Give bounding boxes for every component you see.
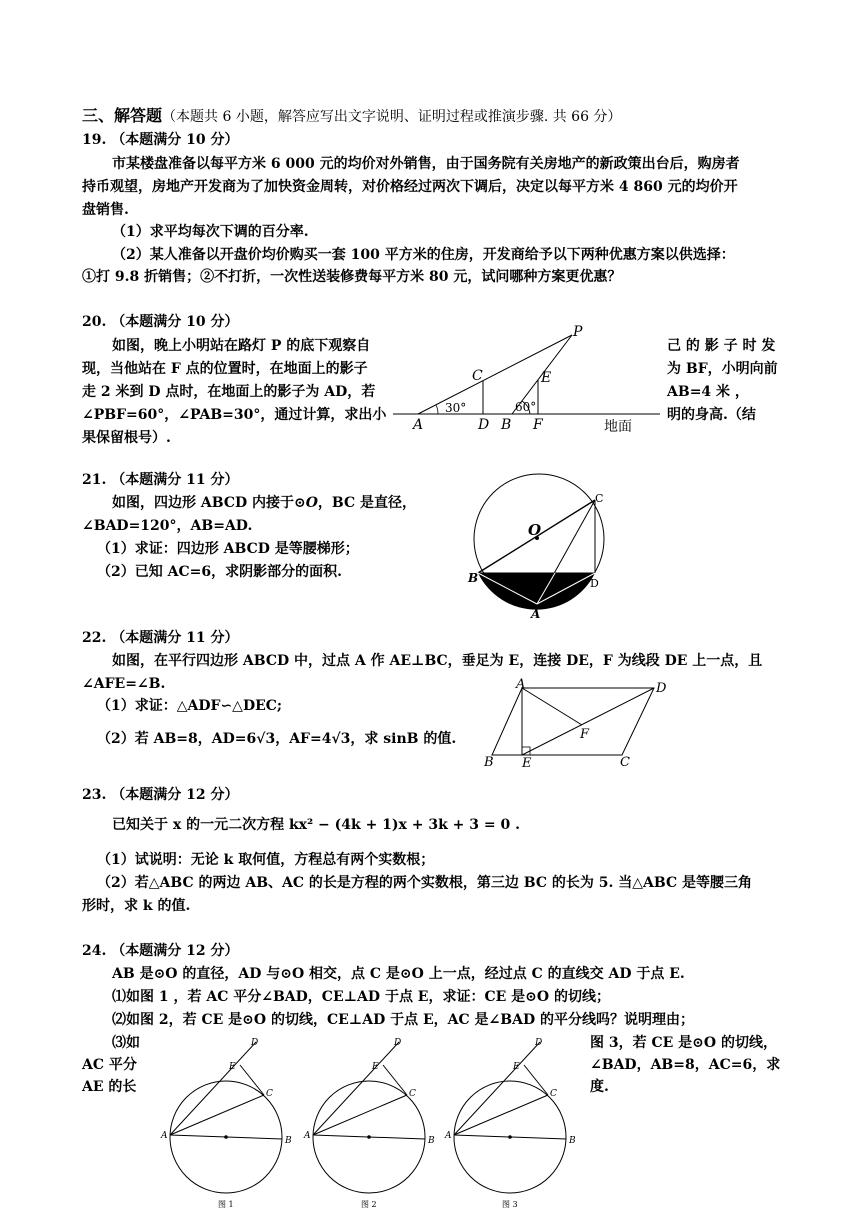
q19-text-line2: 持币观望，房地产开发商为了加快资金周转，对价格经过两次下调后，决定以每平方米 4 860 元的均价开 xyxy=(82,179,738,195)
line-AC xyxy=(313,1095,407,1135)
q20-left-line5: 果保留根号）. xyxy=(82,430,171,446)
q19-sub1: （1）求平均每次下调的百分率. xyxy=(112,224,309,240)
q20-right-line2: 为 BF，小明向前 xyxy=(667,361,778,377)
label-A: A xyxy=(445,1131,452,1141)
label-C: C xyxy=(620,755,630,770)
q21-text-line1a: 如图，四边形 ABCD 内接于⊙ xyxy=(112,495,306,511)
label-C: C xyxy=(409,1089,416,1099)
q21-heading: 21. （本题满分 11 分） xyxy=(82,472,239,488)
q19-sub2-line1: （2）某人准备以开盘价均价购买一套 100 平方米的住房，开发商给予以下两种优惠方案以供选择： xyxy=(112,247,735,263)
caption: 图 3 xyxy=(502,1200,518,1209)
q24-sub3-right1: 图 3，若 CE 是⊙O 的切线， xyxy=(590,1035,777,1051)
q23-sub2-line2: 形时，求 k 的值. xyxy=(82,898,191,914)
label-D: D xyxy=(656,681,667,696)
label-C: C xyxy=(595,492,604,505)
label-D: D xyxy=(478,417,490,433)
parallelogram-ABCD xyxy=(492,688,654,755)
caption: 图 1 xyxy=(218,1200,234,1209)
line-DE xyxy=(522,688,654,755)
label-D: D xyxy=(251,1038,259,1048)
q24-sub1: ⑴如图 1 ，若 AC 平分∠BAD，CE⊥AD 于点 E，求证：CE 是⊙O 的切线； xyxy=(112,989,610,1005)
label-O: O xyxy=(528,521,542,539)
label-A: A xyxy=(531,607,541,621)
q22-text-line1: 如图，在平行四边形 ABCD 中，过点 A 作 AE⊥BC，垂足为 E，连接 DE，F 为线段 DE 上一点，且 xyxy=(112,653,763,669)
section-title: 三、解答题 xyxy=(82,106,163,125)
label-F: F xyxy=(580,727,590,742)
center-dot xyxy=(508,1135,512,1139)
q19-sub2-line2: ①打 9.8 折销售；②不打折，一次性送装修费每平方米 80 元，试问哪种方案更优惠？ xyxy=(82,269,622,285)
q23-sub1: （1）试说明：无论 k 取何值，方程总有两个实数根； xyxy=(97,852,435,868)
line-AD xyxy=(454,1042,540,1135)
q21-text-line1 xyxy=(112,493,416,513)
q24-text-line1: AB 是⊙O 的直径，AD 与⊙O 相交，点 C 是⊙O 上一点，经过点 C 的直线交 AD 于点 E. xyxy=(112,966,685,982)
label-D: D xyxy=(535,1038,543,1048)
q20-left-line2: 现，当他站在 F 点的位置时，在地面上的影子 xyxy=(82,361,368,377)
label-A: A xyxy=(304,1131,311,1141)
label-D: D xyxy=(590,577,599,590)
line-AD xyxy=(313,1042,399,1135)
label-angle-60: 60° xyxy=(515,400,537,414)
q24-sub3-right3: 度. xyxy=(590,1079,609,1095)
q20-left-line4: ∠PBF=60°，∠PAB=30°，通过计算，求出小 xyxy=(82,407,387,423)
label-E: E xyxy=(541,370,552,386)
q20-figure xyxy=(390,325,665,440)
q20-heading: 20. （本题满分 10 分） xyxy=(82,314,239,330)
line-EC xyxy=(240,1065,264,1095)
q24-figure-2 xyxy=(295,1035,445,1215)
section-header xyxy=(82,106,621,127)
label-C: C xyxy=(472,368,483,384)
label-E: E xyxy=(229,1062,236,1072)
label-B: B xyxy=(468,571,479,585)
line-AC xyxy=(454,1095,548,1135)
center-dot xyxy=(224,1135,228,1139)
q24-sub3-left3: AE 的长 xyxy=(82,1079,137,1095)
q21-sub2: （2）已知 AC=6，求阴影部分的面积. xyxy=(97,564,342,580)
q20-left-line1: 如图，晚上小明站在路灯 P 的底下观察自 xyxy=(112,338,371,354)
q20-right-line1: 己 的 影 子 时 发 xyxy=(667,338,776,354)
label-E: E xyxy=(372,1062,379,1072)
label-B: B xyxy=(428,1136,435,1146)
q24-sub3-right2: ∠BAD，AB=8，AC=6，求 xyxy=(590,1057,781,1073)
label-E: E xyxy=(522,756,532,771)
q22-sub1: （1）求证：△ADF∽△DEC; xyxy=(97,698,283,714)
q21-sub1: （1）求证：四边形 ABCD 是等腰梯形； xyxy=(97,541,359,557)
label-P: P xyxy=(573,324,583,340)
q19-text-line1: 市某楼盘准备以每平方米 6 000 元的均价对外销售，由于国务院有关房地产的新政策出台后，购房者 xyxy=(112,156,740,172)
q24-sub2: ⑵如图 2，若 CE 是⊙O 的切线，CE⊥AD 于点 E，AC 是∠BAD 的平分线吗？说明理由； xyxy=(112,1012,694,1028)
q24-figure-3 xyxy=(436,1035,586,1215)
line-AD xyxy=(170,1042,256,1135)
q20-left-line3: 走 2 米到 D 点时，在地面上的影子为 AD，若 xyxy=(82,384,376,400)
q22-text-line2: ∠AFE=∠B. xyxy=(82,676,166,692)
label-C: C xyxy=(550,1089,557,1099)
q19-heading: 19. （本题满分 10 分） xyxy=(82,132,239,148)
angle-30-arc xyxy=(436,405,438,414)
q22-figure xyxy=(482,676,677,771)
q24-heading: 24. （本题满分 12 分） xyxy=(82,943,239,959)
label-B: B xyxy=(484,755,494,770)
section-note: （本题共 6 小题，解答应写出文字说明、证明过程或推演步骤. 共 66 分） xyxy=(162,109,622,125)
line-AF xyxy=(522,688,582,725)
q20-right-line4: 明的身高.（结 xyxy=(667,407,756,423)
q21-figure xyxy=(465,472,615,622)
label-A: A xyxy=(516,677,526,692)
label-ground: 地面 xyxy=(604,419,632,435)
line-AC xyxy=(170,1095,264,1135)
caption: 图 2 xyxy=(361,1200,377,1209)
label-angle-30: 30° xyxy=(445,401,467,415)
q21-text-line1c: ，BC 是直径， xyxy=(317,495,417,511)
q23-heading: 23. （本题满分 12 分） xyxy=(82,787,239,803)
label-D: D xyxy=(394,1038,402,1048)
label-A: A xyxy=(161,1131,168,1141)
line-EC xyxy=(524,1065,548,1095)
line-EC xyxy=(383,1065,407,1095)
q24-sub3-left2: AC 平分 xyxy=(82,1057,137,1073)
label-F: F xyxy=(533,417,543,433)
label-B: B xyxy=(569,1136,576,1146)
q24-figure-1 xyxy=(152,1035,302,1215)
label-E: E xyxy=(513,1062,520,1072)
center-dot xyxy=(367,1135,371,1139)
label-B: B xyxy=(501,417,512,433)
q22-sub2: （2）若 AB=8，AD=6√3，AF=4√3，求 sinB 的值. xyxy=(97,731,457,747)
q20-right-line3: AB=4 米 ， xyxy=(667,384,749,400)
label-B: B xyxy=(285,1136,292,1146)
q24-sub3-left1: ⑶如 xyxy=(112,1035,140,1051)
q23-text-line1: 已知关于 x 的一元二次方程 kx² − (4k + 1)x + 3k + 3 = 0 . xyxy=(112,817,520,833)
q21-text-line2: ∠BAD=120°，AB=AD. xyxy=(82,518,253,534)
label-C: C xyxy=(266,1089,273,1099)
q23-sub2-line1: （2）若△ABC 的两边 AB、AC 的长是方程的两个实数根，第三边 BC 的长为 5. 当△ABC 是等腰三角 xyxy=(97,875,753,891)
q22-heading: 22. （本题满分 11 分） xyxy=(82,630,239,646)
label-A: A xyxy=(413,417,424,433)
q19-text-line3: 盘销售. xyxy=(82,202,129,218)
q21-circle-O: O xyxy=(305,495,318,511)
